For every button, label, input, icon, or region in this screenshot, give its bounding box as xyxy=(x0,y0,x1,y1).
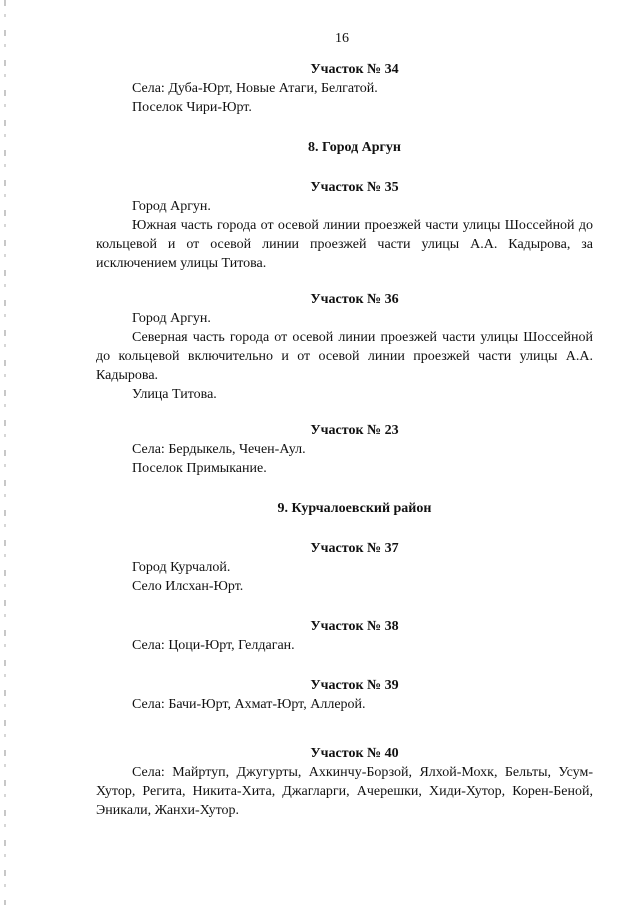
text-line: Город Аргун. xyxy=(132,311,211,326)
text-paragraph: Села: Майртуп, Джугурты, Ахкинчу-Борзой, Ялхой-Мохк, Бельты, Усум-Хутор, Регита, Никита-Хита, Джагларги, Ачерешки, Хиди-Хутор, Корен-Беной, Эникали, Жанхи-Хутор. xyxy=(96,765,593,818)
heading-uchastok-40: Участок № 40 xyxy=(310,746,399,761)
heading-uchastok-36: Участок № 36 xyxy=(310,292,399,307)
text-line: Села: Дуба-Юрт, Новые Атаги, Белгатой. xyxy=(132,81,378,96)
heading-uchastok-37: Участок № 37 xyxy=(310,541,399,556)
heading-uchastok-23: Участок № 23 xyxy=(310,423,399,438)
text-line: Села: Бердыкель, Чечен-Аул. xyxy=(132,442,306,457)
section-uchastok-36 xyxy=(96,290,593,404)
heading-gorod-argun: 8. Город Аргун xyxy=(308,140,401,155)
text-paragraph: Северная часть города от осевой линии проезжей части улицы Шоссейной до кольцевой включительно и от осевой линии проезжей части улицы А.А. Кадырова. xyxy=(96,330,593,383)
section-uchastok-37 xyxy=(96,539,593,596)
heading-kurchaloevsky-rayon: 9. Курчалоевский район xyxy=(277,501,432,516)
section-uchastok-38 xyxy=(96,617,593,655)
text-line: Село Илсхан-Юрт. xyxy=(132,579,244,594)
text-line: Поселок Чири-Юрт. xyxy=(132,100,252,115)
section-uchastok-35 xyxy=(96,178,593,273)
text-line: Улица Титова. xyxy=(132,387,217,402)
section-gorod-argun xyxy=(96,138,593,157)
section-uchastok-40 xyxy=(96,744,593,820)
section-uchastok-23 xyxy=(96,421,593,478)
section-kurchaloevsky-rayon xyxy=(96,499,593,518)
document-body xyxy=(96,60,593,820)
heading-uchastok-35: Участок № 35 xyxy=(310,180,399,195)
heading-uchastok-38: Участок № 38 xyxy=(310,619,399,634)
text-line: Город Курчалой. xyxy=(132,560,231,575)
text-line: Город Аргун. xyxy=(132,199,211,214)
text-line: Поселок Примыкание. xyxy=(132,461,267,476)
text-line: Села: Цоци-Юрт, Гелдаган. xyxy=(132,638,295,653)
heading-uchastok-39: Участок № 39 xyxy=(310,678,399,693)
text-line: Села: Бачи-Юрт, Ахмат-Юрт, Аллерой. xyxy=(132,697,366,712)
scan-edge-artifact xyxy=(4,0,6,905)
section-uchastok-34 xyxy=(96,60,593,117)
text-paragraph: Южная часть города от осевой линии проезжей части улицы Шоссейной до кольцевой и от осевой линии проезжей части улицы А.А. Кадырова, за исключением улицы Титова. xyxy=(96,218,593,271)
page-number: 16 xyxy=(335,31,349,46)
heading-uchastok-34: Участок № 34 xyxy=(310,62,399,77)
section-uchastok-39 xyxy=(96,676,593,714)
